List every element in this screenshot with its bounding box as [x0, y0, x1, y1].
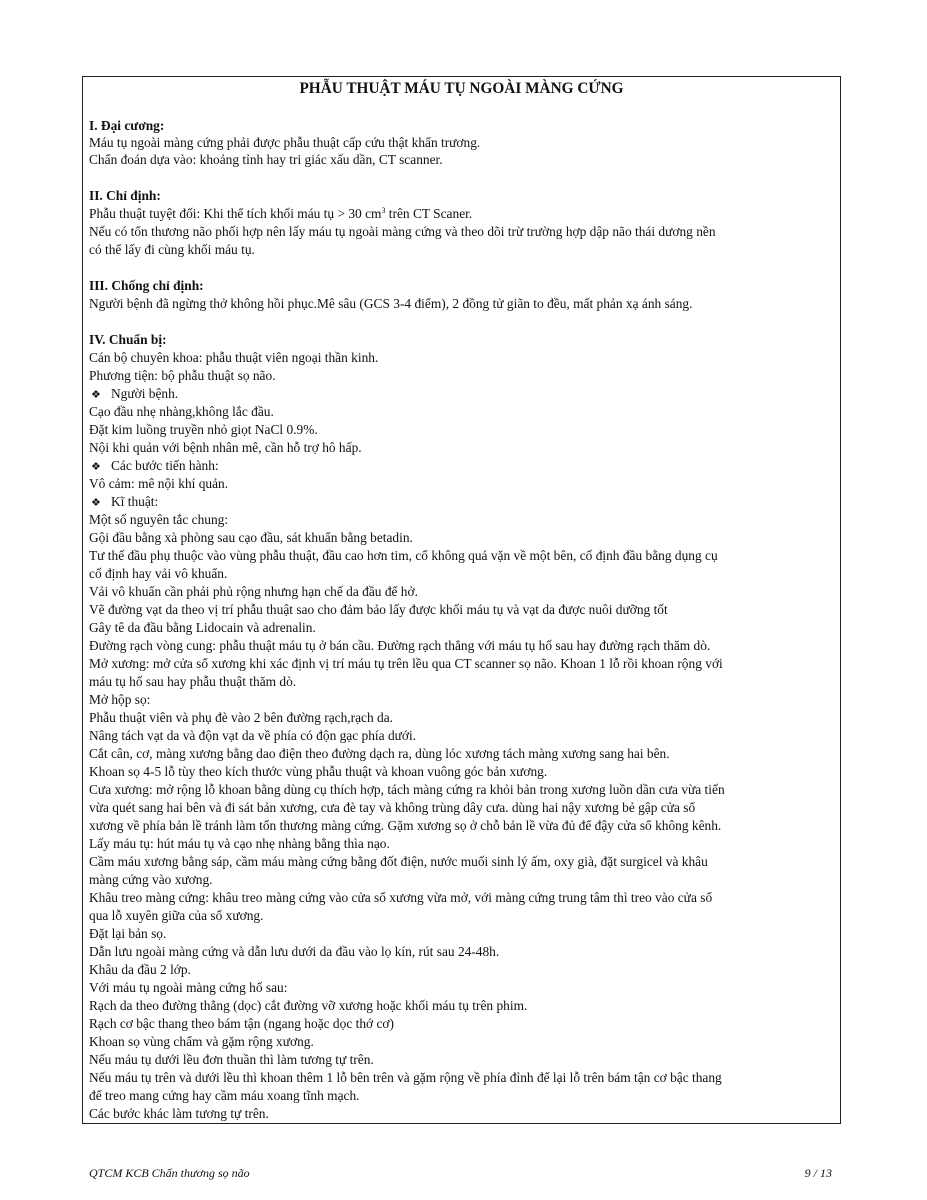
body-line: Mở xương: mở cửa sổ xương khi xác định vị trí máu tụ trên lều qua CT scanner sọ não. Khoan 1 lỗ rồi khoan rộng với: [89, 656, 723, 671]
body-line: Phẫu thuật viên và phụ đè vào 2 bên đường rạch,rạch da.: [89, 710, 394, 725]
section-heading: IV. Chuẩn bị:: [89, 332, 167, 347]
body-line: để treo mang cứng hay cầm máu xoang tĩnh mạch.: [89, 1088, 360, 1103]
body-line: Vải vô khuẩn cần phải phủ rộng nhưng hạn chế da đầu để hở.: [89, 584, 418, 599]
section-heading: III. Chống chỉ định:: [89, 278, 204, 293]
body-line: Khâu treo màng cứng: khâu treo màng cứng vào cửa sổ xương vừa mở, với màng cứng trung tâm thì treo vào cửa sổ: [89, 890, 713, 905]
diamond-bullet-icon: ❖: [91, 497, 101, 509]
body-line: Một số nguyên tắc chung:: [89, 512, 229, 527]
body-line: Lấy máu tụ: hút máu tụ và cạo nhẹ nhàng bằng thìa nạo.: [89, 836, 390, 851]
body-line: Đường rạch vòng cung: phẫu thuật máu tụ ở bán cầu. Đường rạch thẳng với máu tụ hố sau hay đường rạch thăm dò.: [89, 638, 711, 653]
body-line: Với máu tụ ngoài màng cứng hố sau:: [89, 980, 288, 995]
superscript: 3: [381, 206, 386, 215]
body-line: có thể lấy đi cùng khối máu tụ.: [89, 242, 255, 257]
body-line: Gây tê da đầu bằng Lidocain và adrenalin.: [89, 620, 316, 635]
bullet-item: ❖ Kĩ thuật:: [89, 493, 158, 512]
body-line: Rạch cơ bậc thang theo bám tận (ngang hoặc dọc thớ cơ): [89, 1016, 394, 1031]
body-line: Các bước khác làm tương tự trên.: [89, 1106, 269, 1121]
diamond-bullet-icon: ❖: [91, 461, 101, 473]
body-line: qua lỗ xuyên giữa của sổ xương.: [89, 908, 264, 923]
footer-page-number: 9 / 13: [804, 1166, 832, 1180]
body-line: Khoan sọ 4-5 lỗ tùy theo kích thước vùng phẫu thuật và khoan vuông góc bản xương.: [89, 764, 548, 779]
body-line: Khoan sọ vùng chẩm và gặm rộng xương.: [89, 1034, 314, 1049]
body-line: Mở hộp sọ:: [89, 692, 151, 707]
body-line: Nếu máu tụ trên và dưới lều thì khoan thêm 1 lỗ bên trên và gặm rộng về phía đỉnh để lại lỗ trên bám tận cơ bậc thang: [89, 1070, 722, 1085]
body-line: Đặt kim luồng truyền nhỏ giọt NaCl 0.9%.: [89, 422, 318, 437]
body-line: Vẽ đường vạt da theo vị trí phẫu thuật sao cho đảm bảo lấy được khối máu tụ và vạt da được nuôi dưỡng tốt: [89, 602, 668, 617]
body-line: Phương tiện: bộ phẫu thuật sọ não.: [89, 368, 276, 383]
body-line: Chẩn đoán dựa vào: khoảng tỉnh hay tri giác xấu dần, CT scanner.: [89, 152, 443, 167]
body-line: Phẫu thuật tuyệt đối: Khi thể tích khối máu tụ > 30 $cm^3$ trên CT Scaner.: [89, 206, 473, 221]
diamond-bullet-icon: ❖: [91, 389, 101, 401]
section-heading: I. Đại cương:: [89, 118, 165, 133]
body-line: Cắt cân, cơ, màng xương bằng dao điện theo đường dạch ra, dùng lóc xương tách màng xương sang hai bên.: [89, 746, 670, 761]
bullet-item: ❖ Người bệnh.: [89, 385, 178, 404]
body-line: Nếu máu tụ dưới lều đơn thuần thì làm tương tự trên.: [89, 1052, 374, 1067]
body-line: vừa quét sang hai bên và đi sát bản xương, cưa đè tay và không trùng dây cưa. dùng hai nậy xương bẻ gập cửa sổ: [89, 800, 696, 815]
body-line: Tư thế đầu phụ thuộc vào vùng phẫu thuật, đầu cao hơn tim, cổ không quá vặn về một bên, cố định đầu bằng dụng cụ: [89, 548, 718, 563]
body-line: Vô cảm: mê nội khí quản.: [89, 476, 229, 491]
body-line: Rạch da theo đường thẳng (dọc) cắt đường vỡ xương hoặc khối máu tụ trên phim.: [89, 998, 528, 1013]
body-line: Cán bộ chuyên khoa: phẫu thuật viên ngoại thần kinh.: [89, 350, 379, 365]
body-line: Nếu có tổn thương não phối hợp nên lấy máu tụ ngoài màng cứng và theo dõi trừ trường hợp dập não thái dương nền: [89, 224, 716, 239]
body-line: Nội khi quản với bệnh nhân mê, cần hỗ trợ hô hấp.: [89, 440, 362, 455]
body-line: Cạo đầu nhẹ nhàng,không lắc đầu.: [89, 404, 274, 419]
body-line: cố định hay vải vô khuẩn.: [89, 566, 228, 581]
section-heading: II. Chỉ định:: [89, 188, 161, 203]
body-line: xương về phía bản lề tránh làm tổn thương màng cứng. Gặm xương sọ ở chỗ bản lề vừa đủ để đậy cửa sổ không kênh.: [89, 818, 722, 833]
body-line: Cưa xương: mở rộng lỗ khoan bằng dùng cụ thích hợp, tách màng cứng ra khỏi bản trong xương luồn dần cưa vừa tiến: [89, 782, 725, 797]
body-line: Máu tụ ngoài màng cứng phải được phẫu thuật cấp cứu thật khẩn trương.: [89, 135, 481, 150]
body-line: Đặt lại bản sọ.: [89, 926, 167, 941]
footer-document-name: QTCM KCB Chấn thương sọ não: [89, 1166, 250, 1180]
body-line: màng cứng vào xương.: [89, 872, 213, 887]
body-line: máu tụ hố sau hay phẫu thuật thăm dò.: [89, 674, 297, 689]
document-title: PHẪU THUẬT MÁU TỤ NGOÀI MÀNG CỨNG: [299, 80, 624, 97]
body-line: Cầm máu xương bằng sáp, cầm máu màng cứng bằng đốt điện, nước muối sinh lý ấm, oxy già, đặt surgicel và khâu: [89, 854, 708, 869]
body-line: Nâng tách vạt da và độn vạt da về phía có độn gạc phía dưới.: [89, 728, 417, 743]
body-line: Gội đầu bằng xà phòng sau cạo đầu, sát khuẩn bằng betadin.: [89, 530, 413, 545]
body-line: Người bệnh đã ngừng thở không hồi phục.Mê sâu (GCS 3-4 điểm), 2 đồng tử giãn to đều, mất phản xạ ánh sáng.: [89, 296, 693, 311]
body-line: Dẫn lưu ngoài màng cứng và dẫn lưu dưới da đầu vào lọ kín, rút sau 24-48h.: [89, 944, 500, 959]
body-line: Khâu da đầu 2 lớp.: [89, 962, 191, 977]
bullet-item: ❖ Các bước tiến hành:: [89, 457, 219, 476]
